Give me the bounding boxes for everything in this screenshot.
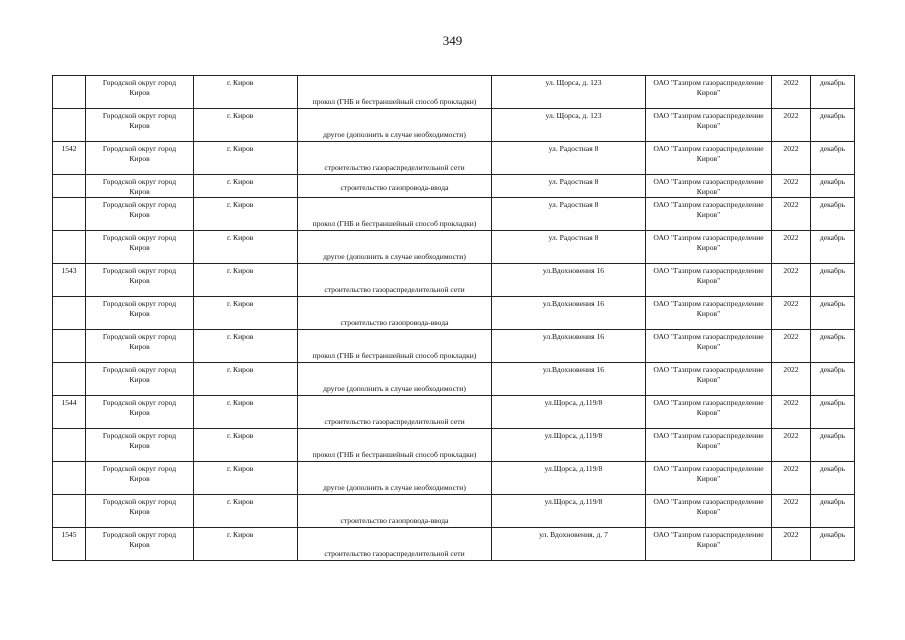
organization-cell: ОАО "Газпром газораспределение Киров" bbox=[653, 431, 764, 450]
district-cell: Городской округ город Киров bbox=[102, 111, 177, 130]
city-cell: г. Киров bbox=[227, 431, 254, 440]
district-cell: Городской округ город Киров bbox=[102, 266, 177, 285]
organization-cell: ОАО "Газпром газораспределение Киров" bbox=[653, 332, 764, 351]
row-number bbox=[53, 231, 85, 233]
work-type-cell: строительство газопровода-ввода bbox=[340, 516, 449, 525]
month-cell: декабрь bbox=[819, 530, 846, 539]
address-cell: ул. Радостная 8 bbox=[548, 144, 599, 153]
year-cell: 2022 bbox=[783, 233, 799, 242]
district-cell: Городской округ город Киров bbox=[102, 398, 177, 417]
row-number: 1544 bbox=[61, 398, 77, 407]
row-number bbox=[53, 495, 85, 497]
district-cell: Городской округ город Киров bbox=[102, 530, 177, 549]
organization-cell: ОАО "Газпром газораспределение Киров" bbox=[653, 398, 764, 417]
work-type-cell: прокол (ГНБ и бестраншейный способ прокладки) bbox=[312, 97, 477, 106]
work-type-cell: прокол (ГНБ и бестраншейный способ прокладки) bbox=[312, 351, 477, 360]
row-number bbox=[53, 330, 85, 332]
organization-cell: ОАО "Газпром газораспределение Киров" bbox=[653, 530, 764, 549]
address-cell: ул. Щорса, д. 123 bbox=[545, 111, 602, 120]
year-cell: 2022 bbox=[783, 78, 799, 87]
table-row bbox=[53, 363, 855, 396]
work-type-cell: прокол (ГНБ и бестраншейный способ прокладки) bbox=[312, 450, 477, 459]
city-cell: г. Киров bbox=[227, 200, 254, 209]
table-row bbox=[53, 76, 855, 109]
table-row bbox=[53, 297, 855, 330]
work-type-cell: строительство газораспределительной сети bbox=[324, 549, 465, 558]
table-row bbox=[53, 198, 855, 231]
table-row bbox=[53, 429, 855, 462]
month-cell: декабрь bbox=[819, 177, 846, 186]
table-row bbox=[53, 264, 855, 297]
table-body bbox=[53, 76, 855, 561]
address-cell: ул.Вдохновения 16 bbox=[542, 365, 605, 374]
table-row bbox=[53, 142, 855, 175]
row-number: 1542 bbox=[61, 144, 77, 153]
address-cell: ул. Радостная 8 bbox=[548, 200, 599, 209]
month-cell: декабрь bbox=[819, 111, 846, 120]
district-cell: Городской округ город Киров bbox=[102, 332, 177, 351]
organization-cell: ОАО "Газпром газораспределение Киров" bbox=[653, 299, 764, 318]
city-cell: г. Киров bbox=[227, 497, 254, 506]
month-cell: декабрь bbox=[819, 332, 846, 341]
organization-cell: ОАО "Газпром газораспределение Киров" bbox=[653, 233, 764, 252]
row-number bbox=[53, 175, 85, 177]
row-number bbox=[53, 109, 85, 111]
month-cell: декабрь bbox=[819, 365, 846, 374]
year-cell: 2022 bbox=[783, 365, 799, 374]
city-cell: г. Киров bbox=[227, 233, 254, 242]
organization-cell: ОАО "Газпром газораспределение Киров" bbox=[653, 365, 764, 384]
month-cell: декабрь bbox=[819, 464, 846, 473]
page-number: 349 bbox=[442, 33, 463, 48]
district-cell: Городской округ город Киров bbox=[102, 200, 177, 219]
address-cell: ул. Радостная 8 bbox=[548, 177, 599, 186]
district-cell: Городской округ город Киров bbox=[102, 464, 177, 483]
month-cell: декабрь bbox=[819, 299, 846, 308]
year-cell: 2022 bbox=[783, 111, 799, 120]
row-number bbox=[53, 76, 85, 78]
organization-cell: ОАО "Газпром газораспределение Киров" bbox=[653, 266, 764, 285]
table-row bbox=[53, 396, 855, 429]
work-type-cell: прокол (ГНБ и бестраншейный способ прокладки) bbox=[312, 219, 477, 228]
address-cell: ул.Вдохновения 16 bbox=[542, 332, 605, 341]
work-type-cell: строительство газораспределительной сети bbox=[324, 417, 465, 426]
row-number bbox=[53, 297, 85, 299]
year-cell: 2022 bbox=[783, 266, 799, 275]
address-cell: ул.Вдохновения 16 bbox=[542, 299, 605, 308]
address-cell: ул. Вдохновения, д. 7 bbox=[539, 530, 608, 539]
district-cell: Городской округ город Киров bbox=[102, 233, 177, 252]
month-cell: декабрь bbox=[819, 233, 846, 242]
city-cell: г. Киров bbox=[227, 365, 254, 374]
row-number bbox=[53, 429, 85, 431]
district-cell: Городской округ город Киров bbox=[102, 177, 177, 196]
district-cell: Городской округ город Киров bbox=[102, 144, 177, 163]
address-cell: ул.Щорса, д.119/8 bbox=[544, 464, 603, 473]
city-cell: г. Киров bbox=[227, 464, 254, 473]
year-cell: 2022 bbox=[783, 177, 799, 186]
address-cell: ул. Радостная 8 bbox=[548, 233, 599, 242]
organization-cell: ОАО "Газпром газораспределение Киров" bbox=[653, 200, 764, 219]
month-cell: декабрь bbox=[819, 398, 846, 407]
organization-cell: ОАО "Газпром газораспределение Киров" bbox=[653, 464, 764, 483]
table-row bbox=[53, 528, 855, 561]
organization-cell: ОАО "Газпром газораспределение Киров" bbox=[653, 177, 764, 196]
table-row bbox=[53, 330, 855, 363]
row-number bbox=[53, 363, 85, 365]
row-number: 1543 bbox=[61, 266, 77, 275]
district-cell: Городской округ город Киров bbox=[102, 365, 177, 384]
work-type-cell: строительство газораспределительной сети bbox=[324, 285, 465, 294]
year-cell: 2022 bbox=[783, 398, 799, 407]
city-cell: г. Киров bbox=[227, 177, 254, 186]
row-number bbox=[53, 462, 85, 464]
year-cell: 2022 bbox=[783, 332, 799, 341]
district-cell: Городской округ город Киров bbox=[102, 78, 177, 97]
city-cell: г. Киров bbox=[227, 78, 254, 87]
city-cell: г. Киров bbox=[227, 266, 254, 275]
year-cell: 2022 bbox=[783, 299, 799, 308]
address-cell: ул.Вдохновения 16 bbox=[542, 266, 605, 275]
city-cell: г. Киров bbox=[227, 111, 254, 120]
organization-cell: ОАО "Газпром газораспределение Киров" bbox=[653, 111, 764, 130]
organization-cell: ОАО "Газпром газораспределение Киров" bbox=[653, 78, 764, 97]
month-cell: декабрь bbox=[819, 144, 846, 153]
work-type-cell: строительство газораспределительной сети bbox=[324, 163, 465, 172]
work-type-cell: другое (дополнить в случае необходимости) bbox=[323, 483, 466, 492]
address-cell: ул.Щорса, д.119/8 bbox=[544, 497, 603, 506]
district-cell: Городской округ город Киров bbox=[102, 299, 177, 318]
year-cell: 2022 bbox=[783, 464, 799, 473]
month-cell: декабрь bbox=[819, 266, 846, 275]
address-cell: ул.Щорса, д.119/8 bbox=[544, 431, 603, 440]
city-cell: г. Киров bbox=[227, 144, 254, 153]
month-cell: декабрь bbox=[819, 200, 846, 209]
month-cell: декабрь bbox=[819, 431, 846, 440]
year-cell: 2022 bbox=[783, 431, 799, 440]
district-cell: Городской округ город Киров bbox=[102, 431, 177, 450]
work-type-cell: другое (дополнить в случае необходимости) bbox=[323, 130, 466, 139]
work-type-cell: другое (дополнить в случае необходимости) bbox=[323, 252, 466, 261]
month-cell: декабрь bbox=[819, 78, 846, 87]
work-type-cell: другое (дополнить в случае необходимости) bbox=[323, 384, 466, 393]
table-row bbox=[53, 175, 855, 198]
work-type-cell: строительство газопровода-ввода bbox=[340, 183, 449, 192]
month-cell: декабрь bbox=[819, 497, 846, 506]
address-cell: ул. Щорса, д. 123 bbox=[545, 78, 602, 87]
row-number bbox=[53, 198, 85, 200]
address-cell: ул.Щорса, д.119/8 bbox=[544, 398, 603, 407]
organization-cell: ОАО "Газпром газораспределение Киров" bbox=[653, 497, 764, 516]
city-cell: г. Киров bbox=[227, 332, 254, 341]
works-table bbox=[52, 75, 855, 561]
city-cell: г. Киров bbox=[227, 530, 254, 539]
city-cell: г. Киров bbox=[227, 299, 254, 308]
row-number: 1545 bbox=[61, 530, 77, 539]
city-cell: г. Киров bbox=[227, 398, 254, 407]
table-row bbox=[53, 462, 855, 495]
table-row bbox=[53, 109, 855, 142]
organization-cell: ОАО "Газпром газораспределение Киров" bbox=[653, 144, 764, 163]
work-type-cell: строительство газопровода-ввода bbox=[340, 318, 449, 327]
year-cell: 2022 bbox=[783, 200, 799, 209]
table-row bbox=[53, 495, 855, 528]
year-cell: 2022 bbox=[783, 144, 799, 153]
year-cell: 2022 bbox=[783, 497, 799, 506]
table-row bbox=[53, 231, 855, 264]
district-cell: Городской округ город Киров bbox=[102, 497, 177, 516]
year-cell: 2022 bbox=[783, 530, 799, 539]
